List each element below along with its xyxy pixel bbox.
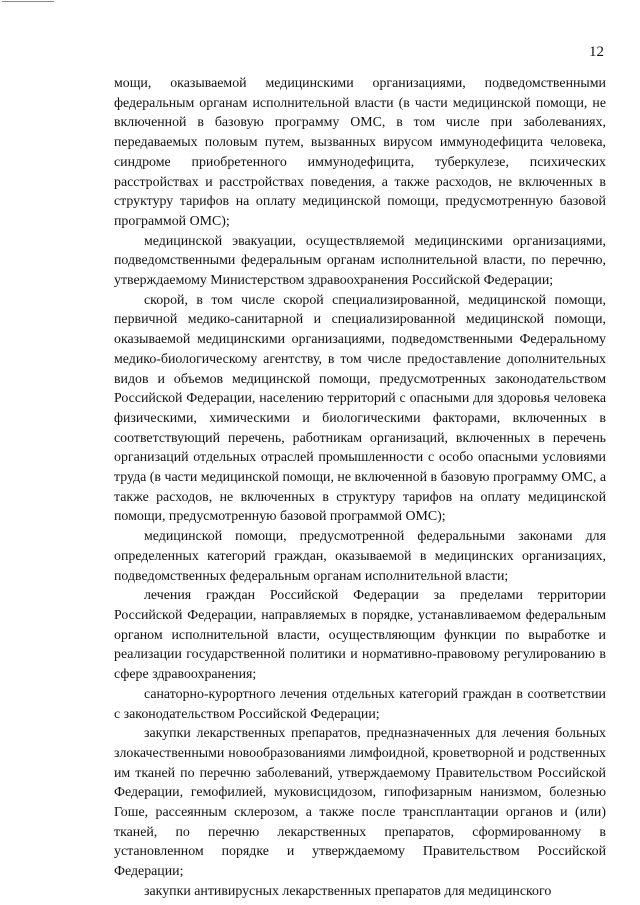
page-number: 12 xyxy=(589,44,604,60)
document-body xyxy=(114,74,606,902)
paragraph-emergency-care: скорой, в том числе скорой специализированной, медицинской помощи, первичной медико-санитарной и специализированной медицинской помощи, оказываемой медицинскими организациями, подведомственными Федеральному медико-биологическому агентству, в том числе предоставление дополнительных видов и объемов медицинской помощи, предусмотренных законодательством Российской Федерации, населению территорий с опасными для здоровья человека физическими, химическими и биологическими факторами, включенных в соответствующий перечень, работникам организаций, включенных в перечень организаций отдельных отраслей промышленности с особо опасными условиями труда (в части медицинской помощи, не включенной в базовую программу ОМС, а также расходов, не включенных в структуру тарифов на оплату медицинской помощи, предусмотренную базовой программой ОМС); xyxy=(114,292,606,525)
paragraph-continuation: мощи, оказываемой медицинскими организациями, подведомственными федеральным органам исполнительной власти (в части медицинской помощи, не включенной в базовую программу ОМС, в том числе при заболеваниях, передаваемых половым путем, вызванных вирусом иммунодефицита человека, синдроме приобретенного иммунодефицита, туберкулезе, психических расстройствах и расстройствах поведения, а также расходов, не включенных в структуру тарифов на оплату медицинской помощи, предусмотренную базовой программой ОМС); xyxy=(114,76,606,229)
paragraph-sanatorium: санаторно-курортного лечения отдельных категорий граждан в соответствии с законодательством Российской Федерации; xyxy=(114,686,606,722)
paragraph-medical-evacuation: медицинской эвакуации, осуществляемой медицинскими организациями, подведомственными федеральным органам исполнительной власти, по перечню, утверждаемому Министерством здравоохранения Российской Федерации; xyxy=(114,233,606,289)
paragraph-antiviral-procurement: закупки антивирусных лекарственных препаратов для медицинского xyxy=(144,883,552,899)
paragraph-federal-law-care: медицинской помощи, предусмотренной федеральными законами для определенных категорий граждан, оказываемой в медицинских организациях, подведомственных федеральным органам исполнительной власти; xyxy=(114,529,606,584)
scan-edge-mark xyxy=(2,1,54,2)
paragraph-drug-procurement: закупки лекарственных препаратов, предназначенных для лечения больных злокачественными новообразованиями лимфоидной, кроветворной и родственных им тканей по перечню заболеваний, утверждаемому Правительством Российской Федерации, гемофилией, муковисцидозом, гипофизарным нанизмом, болезнью Гоше, рассеянным склерозом, а также после трансплантации органов и (или) тканей, по перечню лекарственных препаратов, сформированному в установленном порядке и утверждаемому Правительством Российской Федерации; xyxy=(114,726,606,880)
paragraph-treatment-abroad: лечения граждан Российской Федерации за пределами территории Российской Федерации, направляемых в порядке, устанавливаемом федеральным органом исполнительной власти, осуществляющим функции по выработке и реализации государственной политики и нормативно-правовому регулированию в сфере здравоохранения; xyxy=(114,588,606,683)
